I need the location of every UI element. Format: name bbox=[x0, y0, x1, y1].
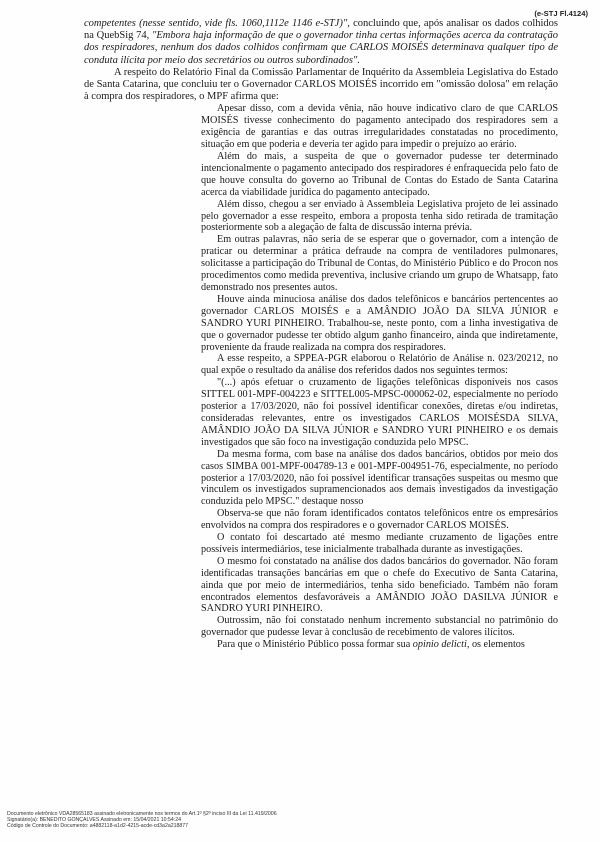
quote-paragraph-1: Apesar disso, com a devida vênia, não houve indicativo claro de que CARLOS MOISÉS tivesse conhecimento do pagamento antecipado dos respiradores sem a exigência de garantias e das outras irregularidades constatadas no procedimento, situação em que poderia e deveria ter agido para impedir o prejuízo ao erário. bbox=[201, 103, 558, 151]
quote-paragraph-10: O contato foi descartado até mesmo mediante cruzamento de ligações entre possíveis intermediários, tese inicialmente trabalhada durante as investigações. bbox=[201, 532, 558, 555]
footer-line-document: Documento eletrônico VDA28565183 assinado eletronicamente nos termos do Art.1º §2º inciso III da Lei 11.419/2006 bbox=[7, 811, 277, 817]
quote-paragraph-13: Para que o Ministério Público possa formar sua opinio delicti, os elementos bbox=[217, 639, 525, 651]
quote-paragraph-9: Observa-se que não foram identificados contatos telefônicos entre os empresários envolvidos na compra dos respiradores e o governador CARLOS MOISÉS. bbox=[201, 508, 558, 532]
document-body bbox=[84, 18, 558, 651]
intro-plain-run: concluindo que, após analisar os dados colhidos na QuebSig 74, bbox=[84, 18, 559, 42]
quote-paragraph-4: Em outras palavras, não seria de se esperar que o governador, com a intenção de praticar ou determinar a prática defraude na compra de ventiladores pulmonares, solicitasse a participação do Tribunal de Contas, do Ministério Público e do Procon nos procedimentos como medida preventiva, inclusive criando um grupo de Whatsapp, fato demonstrado nos presentes autos. bbox=[201, 234, 558, 294]
quote-paragraph-11: O mesmo foi constatado na análise dos dados bancários do governador. Não foram identificadas transações bancárias em que o chefe do Executivo de Santa Catarina, ainda que por meio de intermediários, tenha sido beneficiado. Também não foram encontrados elementos desfavoráveis a AMÂNDIO JOÃO DASILVA JÚNIOR e SANDRO YURI PINHEIRO. bbox=[201, 555, 558, 615]
intro-paragraph bbox=[84, 18, 558, 67]
intro-quote-run: "Embora haja informação de que o governador tinha certas informações acerca da contratação dos respiradores, nenhum dos dados colhidos confirmam que CARLOS MOISÉS determinava qualquer tipo de conduta ilícita por meio dos secretários ou outros subordinados". bbox=[84, 30, 558, 66]
quote-paragraph-12: Outrossim, não foi constatado nenhum incremento substancial no patrimônio do governador que pudesse levar à conclusão de recebimento de valores ilícitos. bbox=[201, 615, 558, 639]
quote-paragraph-7: "(...) após efetuar o cruzamento de ligações telefônicas disponíveis nos casos SITTEL 001-MPF-004223 e SITTEL005-MPSC-000062-02, especialmente no período posterior a 17/03/2020, não foi possível identificar conexões, diretas e/ou indiretas, consideradas relevantes, entre os investigados CARLOS MOISÉSDA SILVA, AMÂNDIO JOÃO DA SILVA JÚNIOR e SANDRO YURI PINHEIRO e os demais investigados que são foco na investigação conduzida pelo MPSC. bbox=[201, 377, 558, 448]
quote-paragraph-3: Além disso, chegou a ser enviado à Assembleia Legislativa projeto de lei assinado pelo governador a esse respeito, embora a proposta tenha sido retirada de tramitação posteriormente sob a alegação de falta de discussão interna prévia. bbox=[201, 198, 558, 234]
relatorio-paragraph: A respeito do Relatório Final da Comissão Parlamentar de Inquérito da Assembleia Legislativa do Estado de Santa Catarina, que concluiu ter o Governador CARLOS MOISÉS incorrido em "omissão dolosa" em relação à compra dos respiradores, o MPF afirma que: bbox=[84, 66, 558, 103]
page-stamp: (e-STJ Fl.4124) bbox=[534, 9, 588, 18]
opinio-delicti-term: opinio delicti bbox=[412, 639, 467, 651]
quote-paragraph-8: Da mesma forma, com base na análise dos dados bancários, obtidos por meio dos casos SIMBA 001-MPF-004789-13 e 001-MPF-004951-76, especialmente, no período posterior a 17/03/2020, não foi possível identificar transações suspeitas ou mesmo que vinculem os investigados supramencionados aos demais investigados da investigação conduzida pelo MPSC." destaque nosso bbox=[201, 448, 558, 508]
quote-paragraph-6: A esse respeito, a SPPEA-PGR elaborou o Relatório de Análise n. 023/20212, no qual expõe o resultado da análise dos referidos dados nos seguintes termos: bbox=[201, 353, 558, 377]
quote-paragraph-2: Além do mais, a suspeita de que o governador pudesse ter determinado intencionalmente o pagamento antecipado dos respiradores é enfraquecida pelo fato de que houve consulta do governo ao Tribunal de Contas do Estado de Santa Catarina acerca da viabilidade jurídica do pagamento antecipado. bbox=[201, 151, 558, 198]
signature-footer bbox=[7, 811, 407, 829]
intro-italic-run: competentes (nesse sentido, vide fls. 1060,1112e 1146 e-STJ)", bbox=[84, 18, 350, 29]
quote-paragraph-5: Houve ainda minuciosa análise dos dados telefônicos e bancários pertencentes ao governador CARLOS MOISÉS e a AMÂNDIO JOÃO DA SILVA JÚNIOR e SANDRO YURI PINHEIRO. Trabalhou-se, neste ponto, com a linha investigativa de que o governador pudesse ter obtido algum ganho financeiro, ainda que indiretamente, proveniente da fraude realizada na compra dos respiradores. bbox=[201, 293, 558, 353]
footer-line-signatory: Signatário(a): BENEDITO GONÇALVES Assinado em: 15/04/2021 10:54:24 bbox=[7, 817, 181, 824]
footer-line-control-code: Código de Controle do Documento: a4882118-a1d2-4215-acde-cd3a2a218877 bbox=[7, 823, 189, 830]
